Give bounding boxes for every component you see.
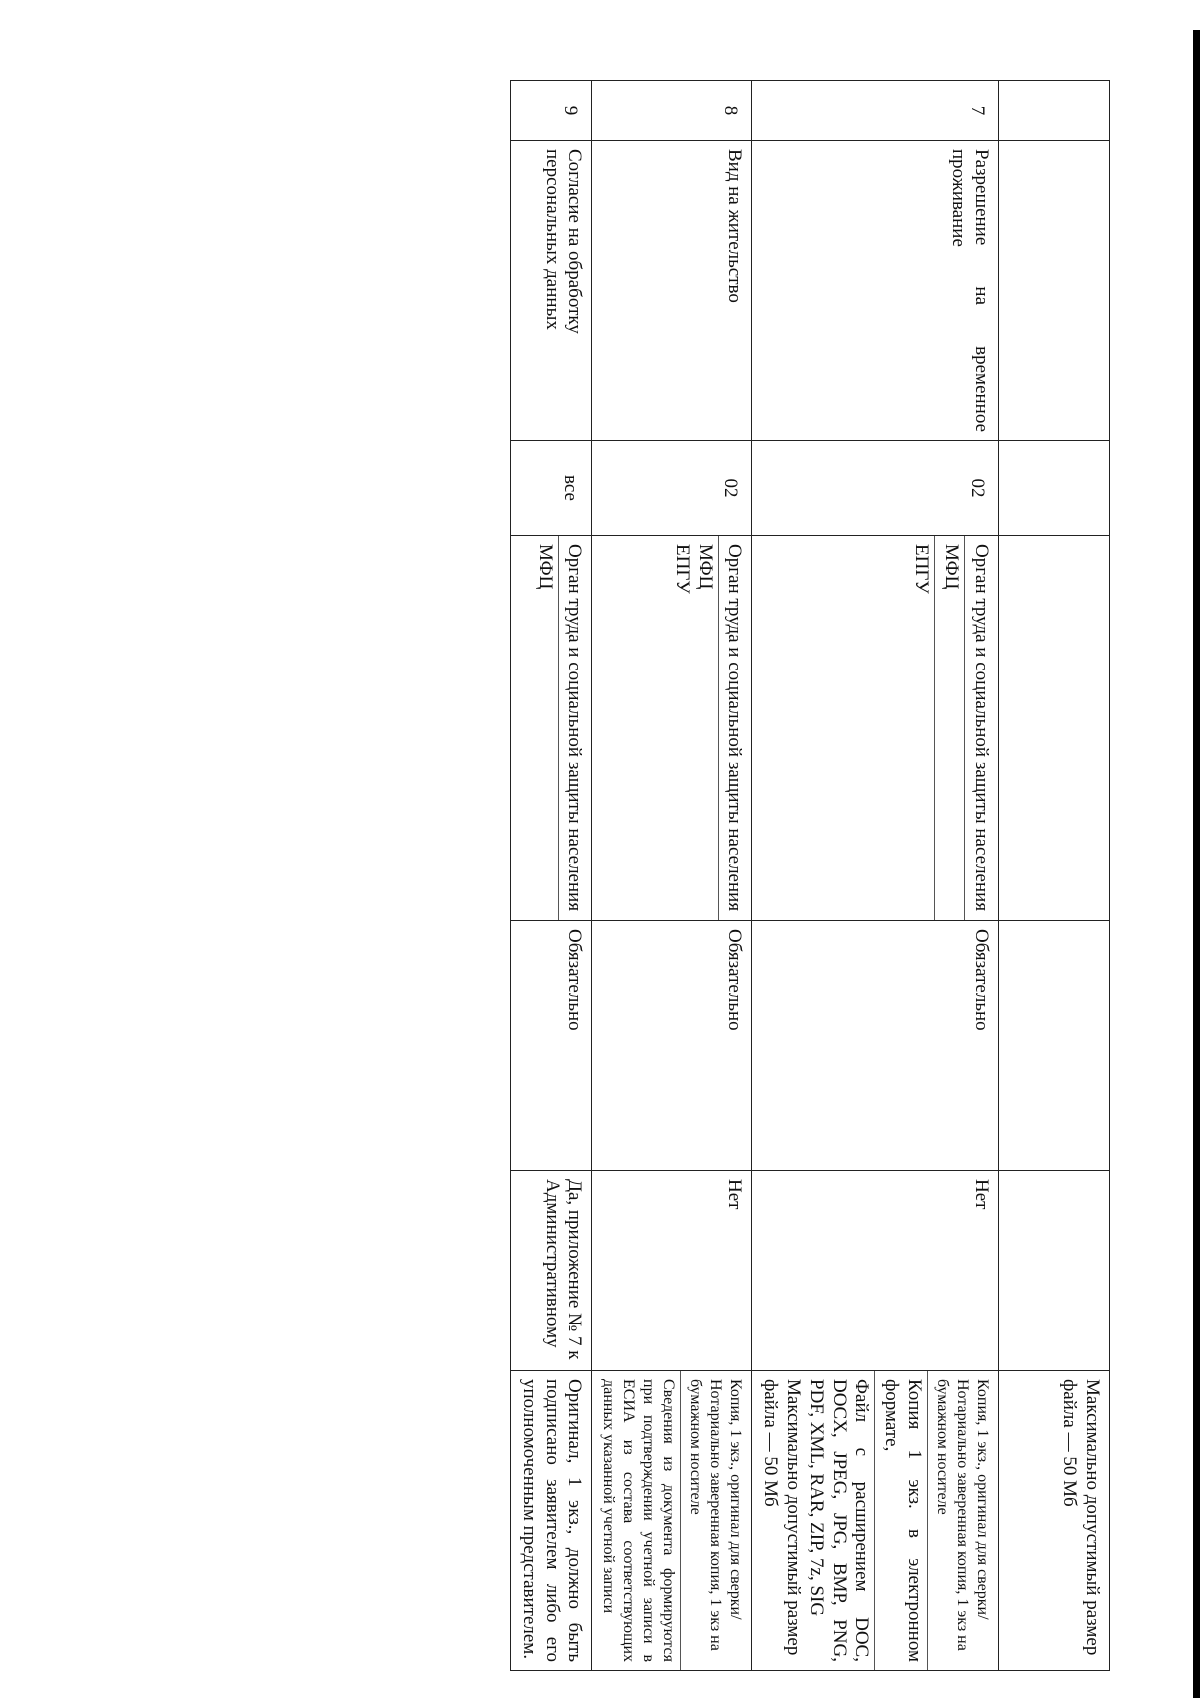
- template-flag: Нет: [592, 1171, 752, 1371]
- requirement-item: Копия, 1 экз., оригинал для сверки/Нотариально заверенная копия, 1 экз на бумажном носителе: [934, 1379, 991, 1651]
- document-name: Разрешение на временное проживание: [752, 141, 999, 441]
- documents-table: [510, 80, 1110, 1671]
- cell-empty: [999, 441, 1110, 536]
- page-edge-bar: [1193, 30, 1200, 1698]
- recipient-item: МФЦ: [939, 536, 965, 920]
- template-flag: Нет: [752, 1171, 999, 1371]
- document-name: Вид на жительство: [592, 141, 752, 441]
- table-row: [592, 81, 752, 1671]
- cell-empty: [999, 1171, 1110, 1371]
- requirement-item: Копия, 1 экз., оригинал для сверки/Нотариально заверенная копия, 1 экз на бумажном носителе: [687, 1379, 745, 1651]
- mandatory-flag: Обязательно: [592, 921, 752, 1171]
- row-number: 7: [752, 81, 999, 141]
- recipient-item: Орган труда и социальной защиты населения: [564, 544, 586, 912]
- row-number: 8: [592, 81, 752, 141]
- mandatory-flag: Обязательно: [752, 921, 999, 1171]
- table-row: [511, 81, 592, 1671]
- table-row: [752, 81, 999, 1671]
- recipient-item: Орган труда и социальной защиты населения: [724, 544, 746, 912]
- recipient-item: ЕПГУ: [910, 536, 936, 920]
- applicant-category: все: [511, 441, 592, 536]
- recipient-item: Орган труда и социальной защиты населения: [971, 544, 992, 912]
- applicant-category: 02: [592, 441, 752, 536]
- cell-empty: [999, 536, 1110, 921]
- recipient-list: [752, 536, 999, 921]
- cell-empty: [999, 81, 1110, 141]
- requirement-item: Файл с расширением DOC, DOCX, JPEG, JPG, BMP, PNG, PDF, XML, RAR, ZIP, 7z, SIG: [804, 1371, 875, 1670]
- requirements-list: [592, 1371, 752, 1671]
- requirement-item: Максимально допустимый размер файла — 50 Мб: [760, 1379, 805, 1656]
- table-row-header-fragment: [999, 81, 1110, 1671]
- cell-requirements: Максимально допустимый размер файла — 50 Мб: [999, 1371, 1110, 1671]
- requirement-item: Копия 1 экз. в электронном формате,: [879, 1371, 928, 1670]
- rotated-page: [90, 80, 1110, 1670]
- template-flag: Да, приложение № 7 к Административному: [511, 1171, 592, 1371]
- row-number: 9: [511, 81, 592, 141]
- recipient-item: ЕПГУ: [671, 544, 693, 594]
- recipient-list: [511, 536, 592, 921]
- cell-empty: [999, 141, 1110, 441]
- recipient-list: [592, 536, 752, 921]
- applicant-category: 02: [752, 441, 999, 536]
- requirement-item: Сведения из документа формируются при подтверждении учетной записи в ЕСИА из состава соответствующих данных указанной учетной записи: [598, 1371, 681, 1670]
- cell-empty: [999, 921, 1110, 1171]
- mandatory-flag: Обязательно: [511, 921, 592, 1171]
- requirement-item: Оригинал, 1 экз., должно быть подписано заявителем либо его уполномоченным представителем.: [518, 1379, 586, 1662]
- requirements-list: [511, 1371, 592, 1671]
- recipient-item: МФЦ: [693, 536, 719, 920]
- recipient-item: МФЦ: [533, 536, 559, 920]
- requirements-list: [752, 1371, 999, 1671]
- document-name: Согласие на обработку персональных данных: [511, 141, 592, 441]
